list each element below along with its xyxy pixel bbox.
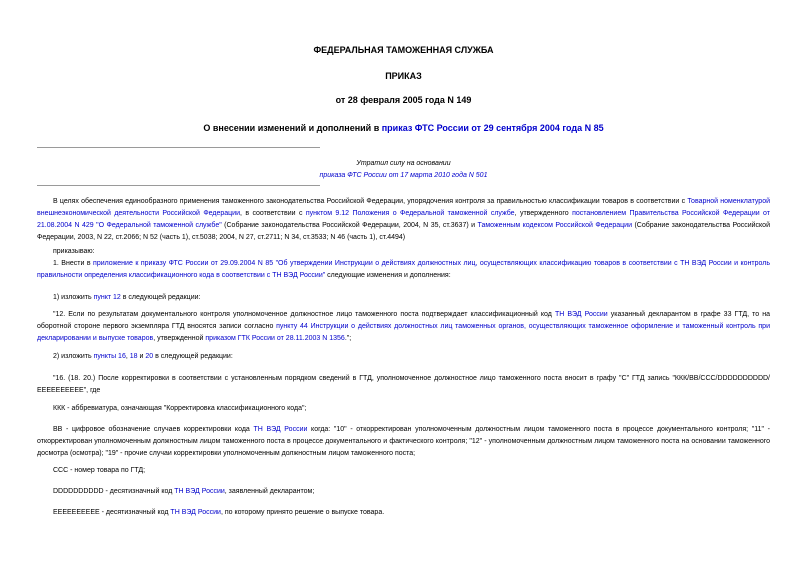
instruction-clause-44-link[interactable]: пункту 44 Инструкции о действиях должностных лиц таможенных органов, осуществляющих таможенное оформление и таможенный контроль при декларировании и выпуске товаров (37, 323, 770, 342)
definition-text: ЕЕЕЕЕЕЕЕЕЕ - десятизначный код (53, 509, 171, 516)
repeal-order-link[interactable]: приказа ФТС России от 17 марта 2010 года N 501 (319, 172, 488, 179)
government-decree-link[interactable]: постановлением Правительства Российской Федерации от 21.08.2004 N 429 "О Федеральной таможенной службе" (37, 210, 770, 229)
preamble-text: В целях обеспечения единообразного применения таможенного законодательства Российской Федерации, упорядочения контроля за правильностью классификации товаров в соответствии с (53, 198, 688, 205)
item-text: в следующей редакции: (120, 294, 201, 301)
instruction-annex-link[interactable]: приложение к приказу ФТС России от 29.09.2004 N 85 "Об утверждении Инструкции о действиях должностных лиц, осуществляющих классификацию товаров в соответствии с ТН ВЭД России и контроль правильности определения классификационного кода в соответствии с ТН ВЭД России" (37, 260, 770, 279)
tnved-link[interactable]: ТН ВЭД России (253, 426, 308, 433)
preamble-paragraph (37, 196, 770, 244)
item-text: , (125, 353, 130, 360)
subitem-2-paragraph (37, 351, 770, 363)
regulation-clause-link[interactable]: пунктом 9.12 Положения о Федеральной таможенной службе (305, 210, 515, 217)
tnved-nomenclature-link[interactable]: Товарной номенклатурой внешнеэкономической деятельности Российской Федерации (37, 198, 770, 217)
document-type-heading: ПРИКАЗ (385, 71, 422, 81)
definition-text: , по которому принято решение о выпуске товара. (220, 509, 385, 516)
document-date-heading: от 28 февраля 2005 года N 149 (335, 95, 472, 105)
tnved-link[interactable]: ТН ВЭД России (554, 311, 608, 318)
tnved-link[interactable]: ТН ВЭД России (174, 488, 225, 495)
preamble-text: , утвержденного (514, 210, 573, 217)
ccc-definition: ССС - номер товара по ГТД; (53, 467, 146, 474)
subitem-1-paragraph (37, 292, 770, 304)
clause-text: указанный декларантом в графе 33 ГТД, то на оборотной стороне первого экземпляра ГТД вносятся записи согласно (37, 311, 770, 330)
organization-heading: ФЕДЕРАЛЬНАЯ ТАМОЖЕННАЯ СЛУЖБА (313, 45, 494, 55)
definition-text: когда: "10" - откорректирован уполномоченным должностным лицом таможенного поста в процессе документального контроля; "11" - откорректирован уполномоченным должностным лицом таможенного поста в процессе документального и фактического контроля; "12" - уполномоченным должностным лицом таможенного поста на основании таможенного досмотра (осмотра); "19" - прочие случаи корректировки уполномоченным должностным лицом таможенного поста; (37, 426, 770, 457)
status-note-text: Утратил силу на основании (356, 160, 451, 167)
clause-text: ."; (344, 335, 352, 342)
preamble-text: (Собрание законодательства Российской Федерации, 2003, N 22, ст.2066; N 52 (часть 1), ст.5038; 2004, N 27, ст.2711; N 34, ст.3533; N 46 (часть 1), ст.4494) (37, 222, 770, 241)
ddd-definition (37, 486, 770, 498)
bottom-divider (37, 185, 320, 186)
document-title (0, 123, 807, 133)
eee-definition (37, 507, 770, 519)
gtk-order-link[interactable]: приказом ГТК России от 28.11.2003 N 1356 (205, 335, 345, 342)
clause-16-paragraph: "16. (18. 20.) После корректировки в соответствии с установленным порядком сведений в ГТД, уполномоченное должностное лицо таможенного поста вносит в графу "С" ГТД запись "ККК/ВВ/ССС/DDDDDDDDDD/ЕЕЕЕЕЕЕЕЕЕ", где (37, 375, 770, 394)
customs-code-link[interactable]: Таможенным кодексом Российской Федерации (477, 222, 632, 229)
title-prefix: О внесении изменений и дополнений в (203, 123, 382, 133)
item-1-paragraph (37, 258, 770, 282)
item-text: 2) изложить (53, 353, 94, 360)
clause-text: , утвержденной (153, 335, 206, 342)
preamble-text: , в соответствии с (239, 210, 306, 217)
item-text: в следующей редакции: (153, 353, 233, 360)
kkk-definition: ККК - аббревиатура, означающая "Корректировка классификационного кода"; (53, 405, 307, 412)
definition-text: ВВ - цифровое обозначение случаев корректировки кода (53, 426, 254, 433)
bb-definition (37, 424, 770, 460)
tnved-link[interactable]: ТН ВЭД России (170, 509, 221, 516)
amended-order-link[interactable]: приказ ФТС России от 29 сентября 2004 года N 85 (381, 123, 604, 133)
order-word: приказываю: (53, 248, 95, 255)
definition-text: , заявленный декларантом; (224, 488, 315, 495)
item-text: и (137, 353, 146, 360)
clause-12-link[interactable]: пункт 12 (93, 294, 121, 301)
clause-16-link[interactable]: пункты 16 (93, 353, 126, 360)
clause-20-link[interactable]: 20 (145, 353, 154, 360)
item-text: 1) изложить (53, 294, 94, 301)
item-text: следующие изменения и дополнения: (325, 272, 451, 279)
status-note (0, 158, 807, 182)
clause-18-link[interactable]: 18 (129, 353, 138, 360)
definition-text: DDDDDDDDDD - десятизначный код (53, 488, 175, 495)
clause-12-paragraph (37, 309, 770, 345)
clause-text: "12. Если по результатам документального контроля уполномоченное должностное лицо таможенного поста подтверждает классификационный код (53, 311, 555, 318)
item-text: 1. Внести в (53, 260, 94, 267)
preamble-text: (Собрание законодательства Российской Федерации, 2004, N 35, ст.3637) и (221, 222, 478, 229)
top-divider (37, 147, 320, 148)
